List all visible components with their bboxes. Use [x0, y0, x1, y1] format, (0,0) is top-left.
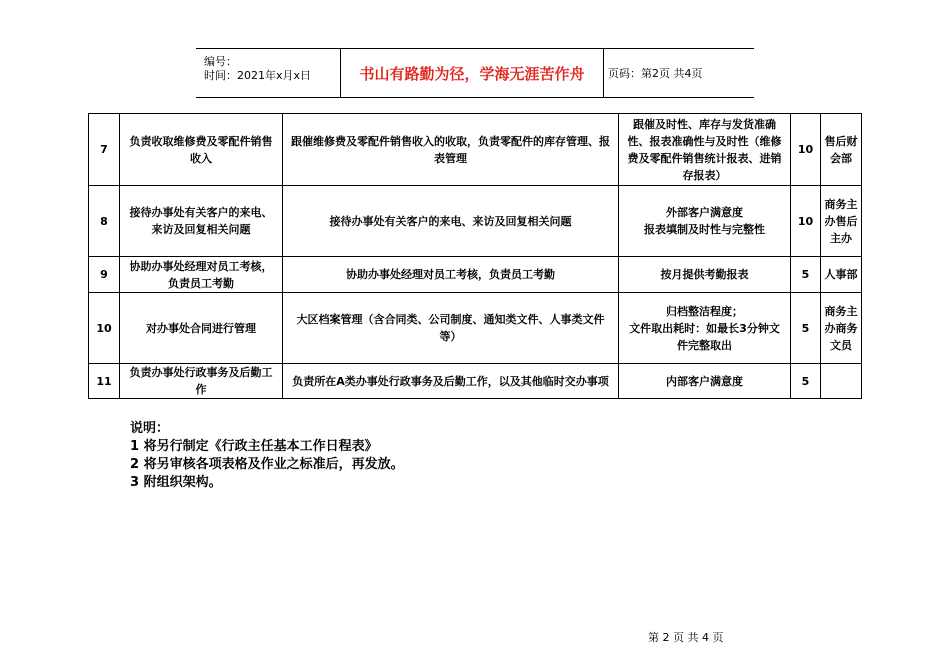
note-item: 2 将另审核各项表格及作业之标准后，再发放。 [130, 457, 404, 472]
row-weight: 5 [791, 364, 821, 399]
row-kpi: 内部客户满意度 [619, 364, 791, 399]
row-weight: 10 [791, 114, 821, 186]
row-content: 跟催维修费及零配件销售收入的收取，负责零配件的库存管理、报表管理 [283, 114, 619, 186]
table-row [89, 114, 862, 186]
row-number: 9 [89, 257, 120, 293]
row-kpi: 按月提供考勤报表 [619, 257, 791, 293]
page-header [196, 48, 754, 98]
header-motto: 书山有路勤为径，学海无涯苦作舟 [359, 64, 585, 83]
row-duty: 协助办事处经理对员工考核，负责员工考勤 [120, 257, 283, 293]
row-duty: 接待办事处有关客户的来电、来访及回复相关问题 [120, 186, 283, 257]
row-content: 接待办事处有关客户的来电、来访及回复相关问题 [283, 186, 619, 257]
row-dept: 商务主办售后主办 [821, 186, 862, 257]
note-item: 3 附组织架构。 [130, 475, 222, 490]
row-number: 11 [89, 364, 120, 399]
table-row [89, 257, 862, 293]
row-weight: 5 [791, 257, 821, 293]
row-number: 7 [89, 114, 120, 186]
row-kpi: 归档整洁程度； 文件取出耗时：如最长3分钟文件完整取出 [619, 293, 791, 364]
row-weight: 5 [791, 293, 821, 364]
row-kpi: 外部客户满意度 报表填制及时性与完整性 [619, 186, 791, 257]
page-footer: 第 2 页 共 4 页 [648, 631, 724, 644]
table-row [89, 364, 862, 399]
row-content: 协助办事处经理对员工考核，负责员工考勤 [283, 257, 619, 293]
row-weight: 10 [791, 186, 821, 257]
row-kpi: 跟催及时性、库存与发货准确性、报表准确性与及时性（维修费及零配件销售统计报表、进销存报表） [619, 114, 791, 186]
row-number: 10 [89, 293, 120, 364]
header-page-label: 页码：第2页 共4页 [608, 67, 703, 80]
notes-title: 说明： [130, 421, 170, 436]
row-dept: 商务主办商务文员 [821, 293, 862, 364]
row-duty: 负责收取维修费及零配件销售收入 [120, 114, 283, 186]
code-label: 编号： [204, 55, 237, 68]
note-item: 1 将另行制定《行政主任基本工作日程表》 [130, 439, 378, 454]
date-label: 时间：2021年x月x日 [204, 69, 312, 82]
notes-section [130, 420, 404, 492]
row-duty: 对办事处合同进行管理 [120, 293, 283, 364]
table-row [89, 186, 862, 257]
row-dept: 售后财会部 [821, 114, 862, 186]
row-duty: 负责办事处行政事务及后勤工作 [120, 364, 283, 399]
row-dept [821, 364, 862, 399]
row-content: 大区档案管理（含合同类、公司制度、通知类文件、人事类文件等） [283, 293, 619, 364]
row-dept: 人事部 [821, 257, 862, 293]
header-divider [603, 49, 604, 97]
header-meta [196, 49, 340, 97]
table-row [89, 293, 862, 364]
row-content: 负责所在A类办事处行政事务及后勤工作，以及其他临时交办事项 [283, 364, 619, 399]
row-number: 8 [89, 186, 120, 257]
duty-table [88, 113, 862, 399]
